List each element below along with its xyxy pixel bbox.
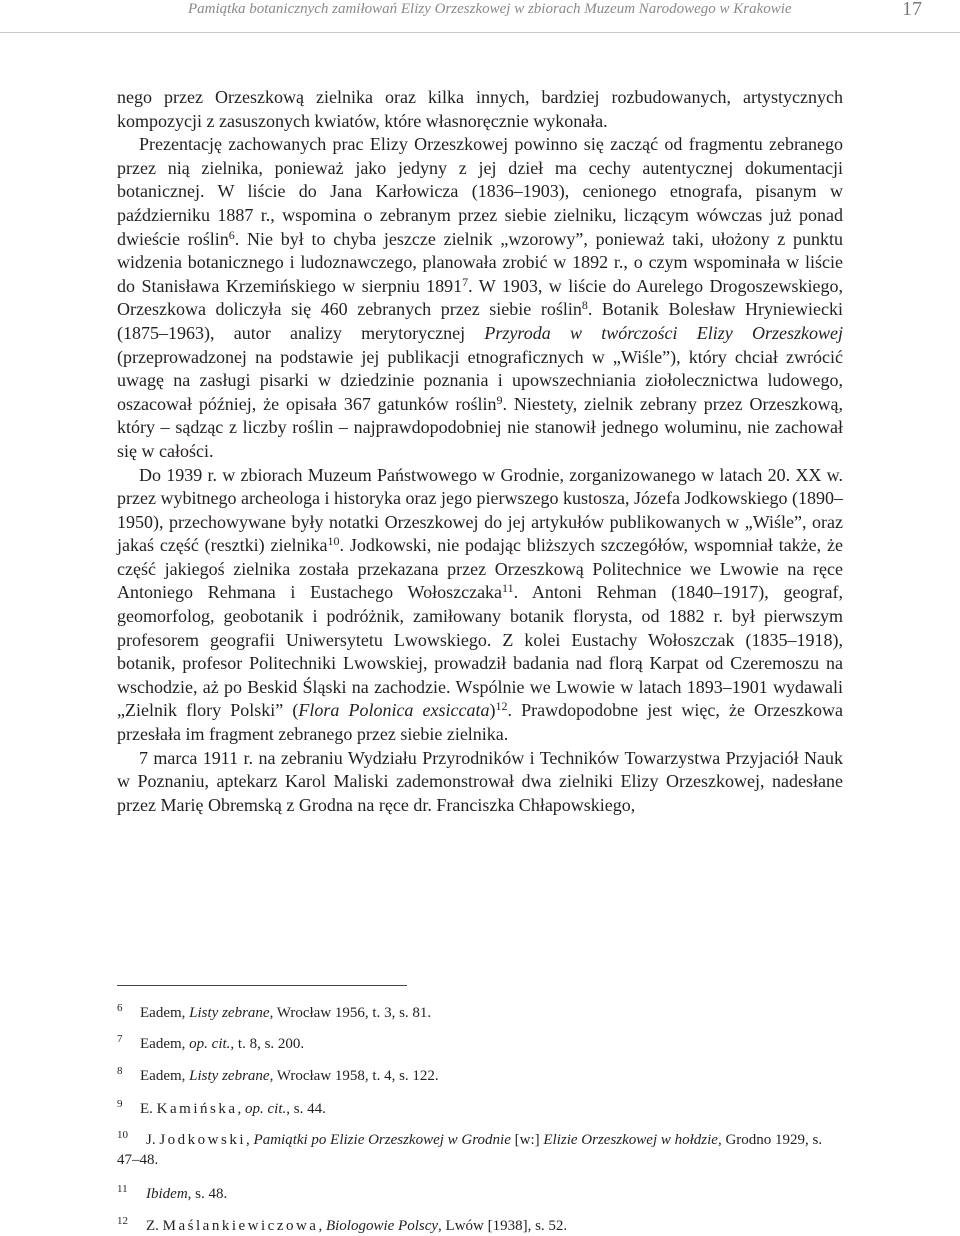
footnote-ref-12[interactable]: 12 — [495, 699, 508, 714]
footnote-ref-9[interactable]: 9 — [496, 392, 503, 407]
footnote-6: 6 Eadem, Listy zebrane, Wrocław 1956, t. 3, s. 81. — [117, 1002, 432, 1021]
footnote-9: 9 E. Kamińska, op. cit., s. 44. — [117, 1098, 326, 1117]
paragraph-4: 7 marca 1911 r. na zebraniu Wydziału Przyrodników i Techników Towarzystwa Przyjaciół Nauk w Poznaniu, aptekarz Karol Maliski zademonstrował dwa zielniki Elizy Orzeszkowej, nadesłane przez Marię Obremską z Grodna na ręce dr. Franciszka Chłapowskiego, — [117, 747, 843, 815]
running-header — [0, 0, 960, 34]
footnote-7: 7 Eadem, op. cit., t. 8, s. 200. — [117, 1033, 305, 1052]
footnote-rule — [117, 985, 407, 986]
footnote-ref-11[interactable]: 11 — [502, 581, 514, 596]
paragraph-1: nego przez Orzeszkową zielnika oraz kilka innych, bardziej rozbudowanych, artystycznych kompozycji z zasuszonych kwiatów, które własnoręcznie wykonała. — [117, 87, 843, 131]
footnote-10: 10 J. Jodkowski, Pamiątki po Elizie Orzeszkowej w Grodnie [w:] Elizie Orzeszkowej w hołdzie, Grodno 1929, s. 47–48. — [117, 1129, 823, 1168]
paragraph-2: Prezentację zachowanych prac Elizy Orzeszkowej powinno się zacząć od fragmentu zebranego przez nią zielnika, ponieważ jako jedyny z jej dzieł ma cechy autentycznej dokumentacji botanicznej. W liście do Jana Karłowicza (1836–1903), cenionego etnografa, pisanym w październiku 1887 r., wspomina o zebranym przez siebie zielniku, liczącym wówczas już ponad dwieście roślin$^6$. Nie był to chyba jeszcze zielnik „wzorowy”, ponieważ taki, ułożony z punktu widzenia botanicznego i ludoznawczego, planowała zrobić w 1892 r., o czym wspominała w liście do Stanisława Krzemińskiego w sierpniu 1891$^7$. W 1903, w liście do Aurelego Drogoszewskiego, Orzeszkowa doliczyła się 460 zebranych przez siebie roślin$^8$. Botanik Bolesław Hryniewiecki (1875–1963), autor analizy merytorycznej Przyroda w twórczości Elizy Orzeszkowej (przeprowadzonej na podstawie jej publikacji etnograficznych w „Wiśle”), który chciał zwrócić uwagę na zasługi pisarki w dziedzinie poznania i upowszechniania ziołolecznictwa ludowego, oszacował później, że opisała 367 gatunków roślin$^9$. Niestety, zielnik zebrany przez Orzeszkową, który – sądząc z liczby roślin – najprawdopodobniej nie stanowił jednego woluminu, nie zachował się w całości. — [117, 134, 844, 461]
footnote-8: 8 Eadem, Listy zebrane, Wrocław 1958, t. 4, s. 122. — [117, 1065, 439, 1084]
body-text — [117, 86, 843, 817]
footnote-ref-10[interactable]: 10 — [327, 534, 340, 549]
footnote-ref-8[interactable]: 8 — [581, 298, 588, 313]
footnote-ref-6[interactable]: 6 — [228, 227, 235, 242]
page-number: 17 — [902, 0, 922, 20]
header-rule — [0, 32, 960, 33]
footnote-ref-7[interactable]: 7 — [462, 274, 469, 289]
footnote-11: 11 Ibidem, s. 48. — [117, 1183, 228, 1202]
paragraph-3: Do 1939 r. w zbiorach Muzeum Państwowego w Grodnie, zorganizowanego w latach 20. XX w. przez wybitnego archeologa i historyka oraz jego pierwszego kustosza, Józefa Jodkowskiego (1890–1950), przechowywane były notatki Orzeszkowej do jej artykułów publikowanych w „Wiśle”, oraz jakaś część (resztki) zielnika$^{10}$. Jodkowski, nie podając bliższych szczegółów, wspomniał także, że część jakiegoś zielnika została przekazana przez Orzeszkową Politechnice we Lwowie na ręce Antoniego Rehmana i Eustachego Wołoszczaka$^{11}$. Antoni Rehman (1840–1917), geograf, geomorfolog, geobotanik i podróżnik, zamiłowany botanik florysta, od 1882 r. był pierwszym profesorem geografii Uniwersytetu Lwowskiego. Z kolei Eustachy Wołoszczak (1835–1918), botanik, profesor Politechniki Lwowskiej, prowadził badania nad florą Karpat od Czeremoszu na wschodzie, aż po Beskid Śląski na zachodzie. Wspólnie we Lwowie w latach 1893–1901 wydawali „Zielnik flory Polski” (Flora Polonica exsiccata)$^{12}$. Prawdopodobne jest więc, że Orzeszkowa przesłała im fragment zebranego przez siebie zielnika. — [117, 464, 844, 745]
running-title: Pamiątka botanicznych zamiłowań Elizy Orzeszkowej w zbiorach Muzeum Narodowego w Krakowie — [188, 1, 792, 17]
footnote-12: 12 Z. Maślankiewiczowa, Biologowie Polscy, Lwów [1938], s. 52. — [117, 1215, 568, 1234]
